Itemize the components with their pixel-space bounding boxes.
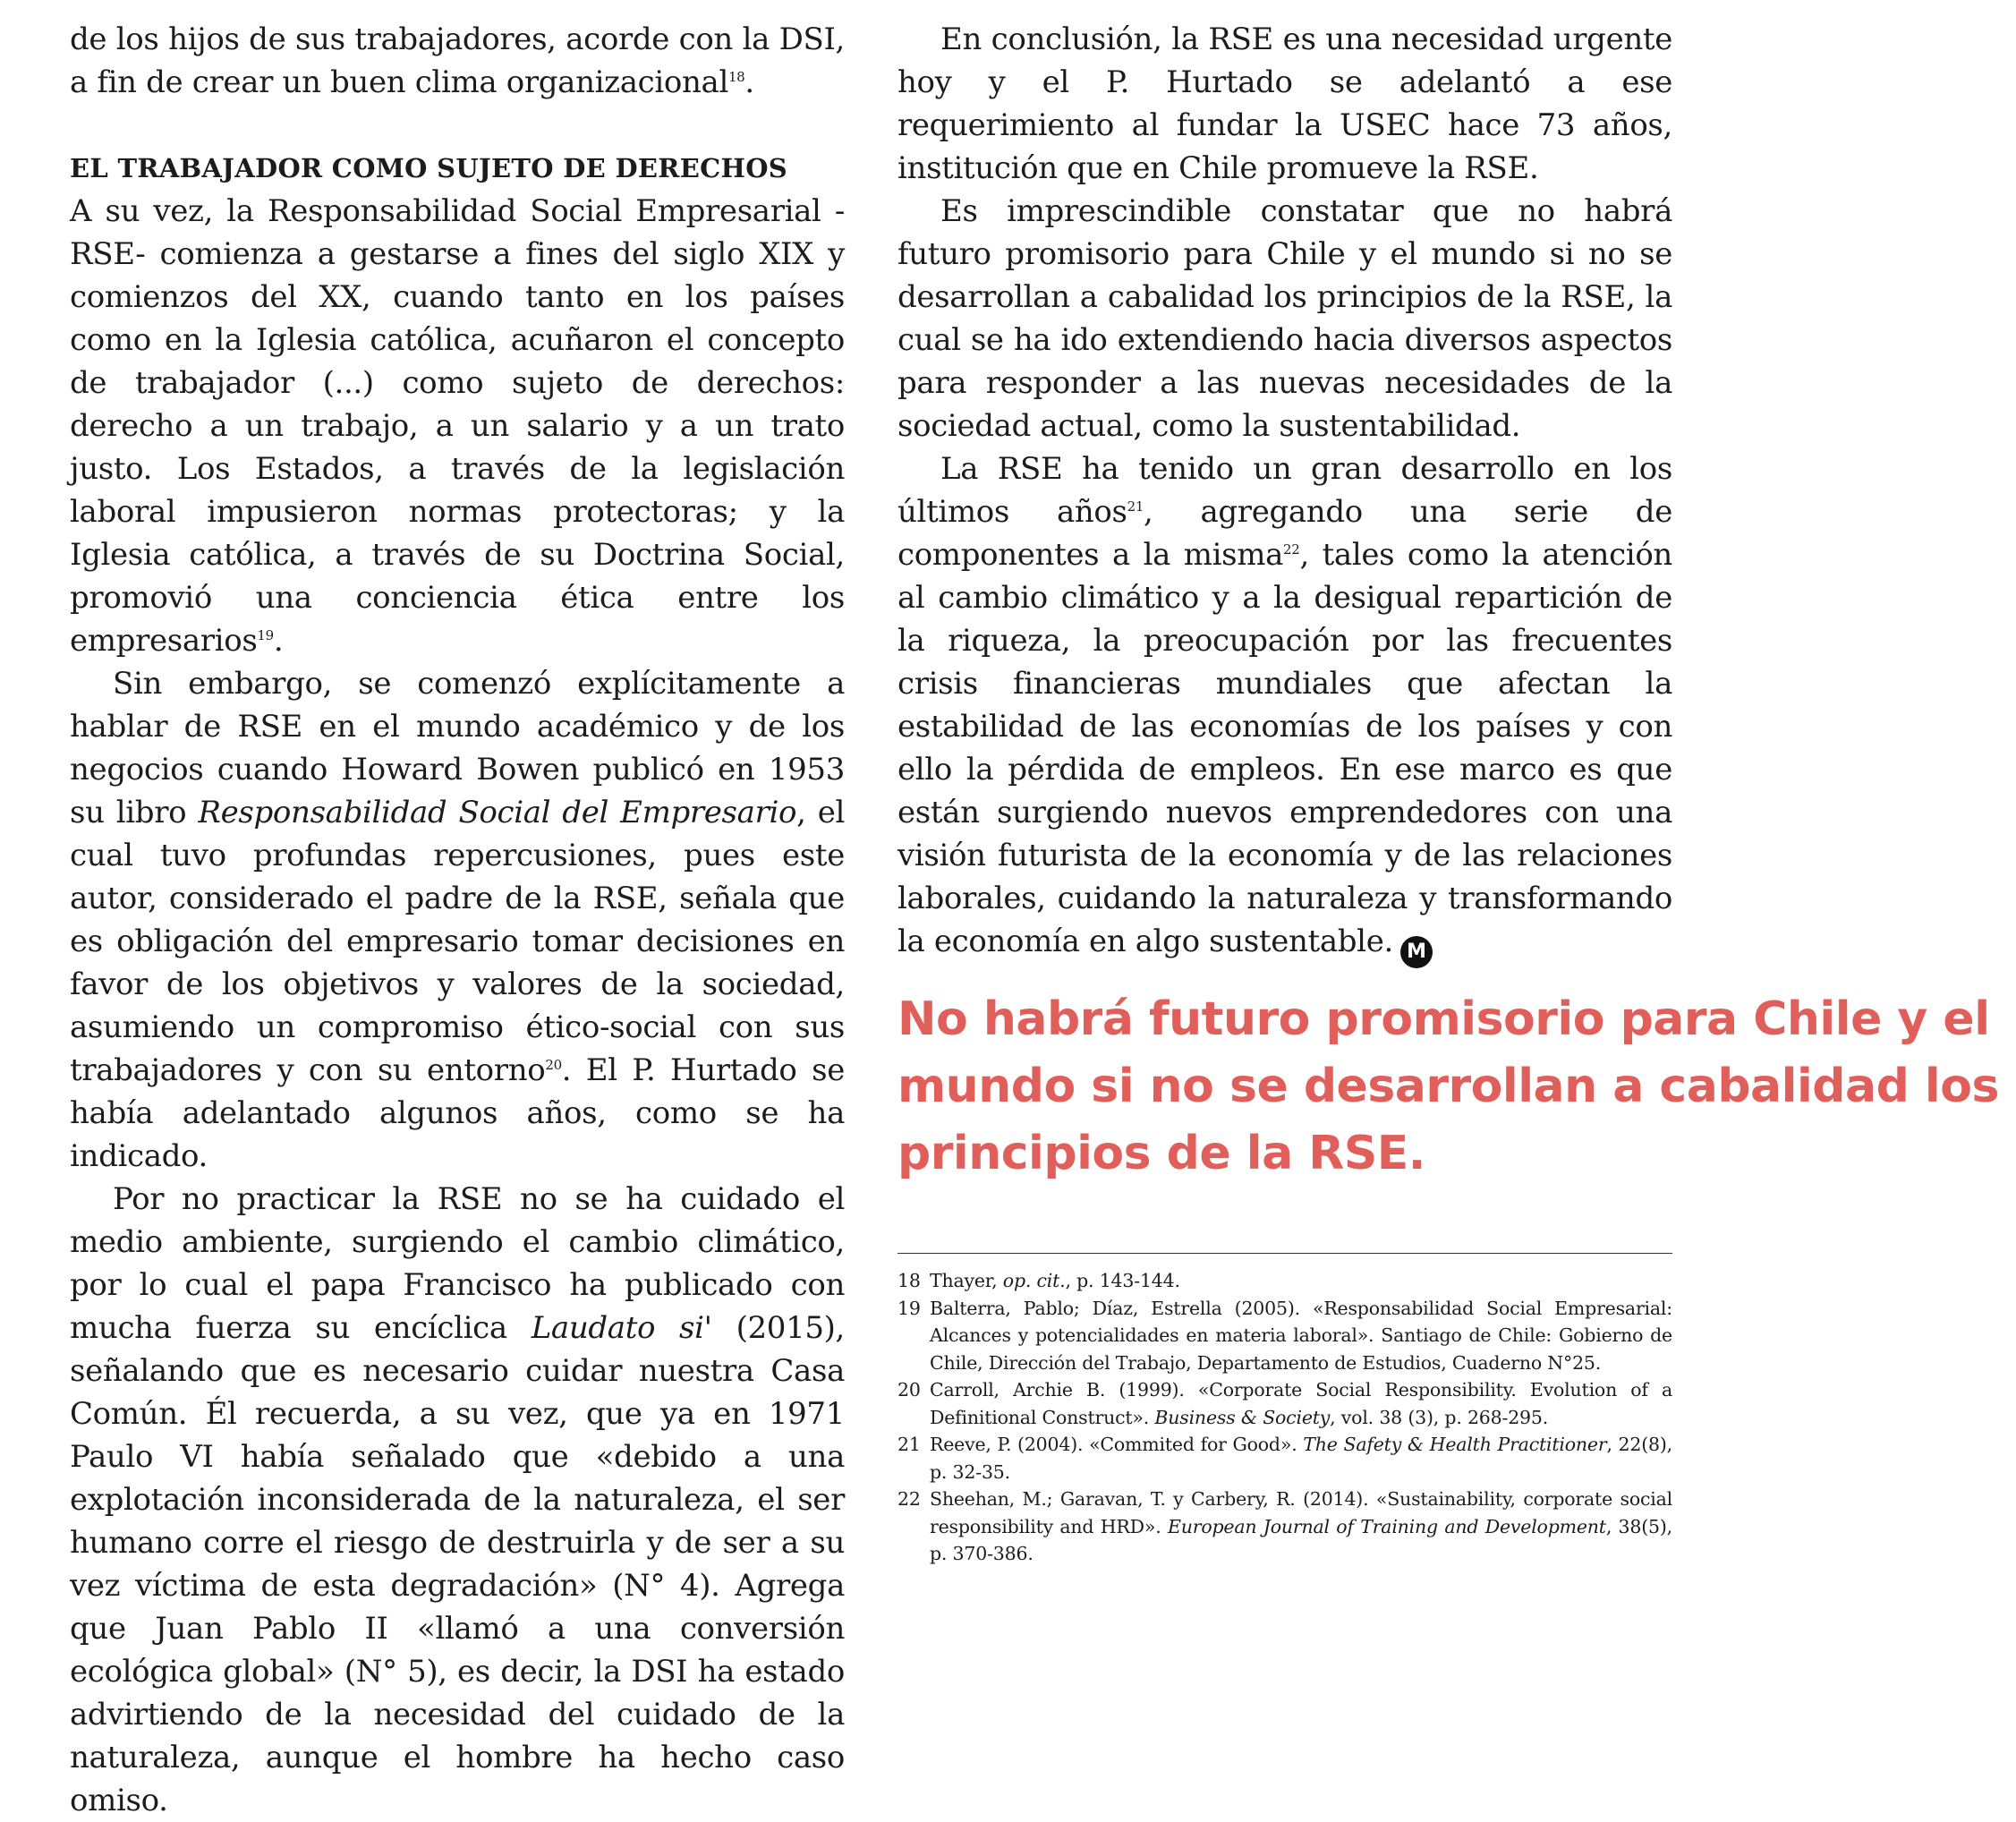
footnote-item [897, 1267, 1672, 1295]
footnote-item [897, 1376, 1672, 1431]
footnote-italic: op. cit. [1002, 1270, 1066, 1291]
right-column [897, 18, 1672, 968]
footnote-item [897, 1295, 1672, 1377]
footnote-text: Reeve, P. (2004). «Commited for Good». [930, 1434, 1304, 1455]
footnote-divider [897, 1253, 1672, 1254]
footnote-text: , vol. 38 (3), p. 268-295. [1330, 1406, 1549, 1428]
footnotes [897, 1267, 1672, 1568]
footnote-number: 20 [897, 1379, 921, 1401]
footnote-text: Carroll, Archie B. (1999). «Corporate Social Responsibility. Evolution of a Definitional Construct». [930, 1379, 1672, 1428]
paragraph-text: , tales como la atención al cambio climático y a la desigual repartición de la riqueza, la preocupación por las frecuentes crisis financieras mundiales que afectan la estabilidad de las economías de los países y con ello la pérdida de empleos. En ese marco es que están surgiendo nuevos emprendedores con una visión futurista de la economía y de las relaciones laborales, cuidando la naturaleza y transformando la economía en algo sustentable. [897, 537, 1672, 959]
paragraph-text: (2015), señalando que es necesario cuidar nuestra Casa Común. Él recuerda, a su vez, que ya en 1971 Paulo VI había señalado que «debido a una explotación inconsiderada de la naturaleza, el ser humano corre el riesgo de destruirla y de ser a su vez víctima de esta degradación» (N° 4). Agrega que Juan Pablo II «llamó a una conversión ecológica global» (N° 5), es decir, la DSI ha estado advirtiendo de la necesidad del cuidado de la naturaleza, aunque el hombre ha hecho caso omiso. [70, 1310, 846, 1818]
footnote-text: , 22(8), p. 32-35. [930, 1434, 1672, 1483]
paragraph-text: La RSE ha tenido un gran desarrollo en los últimos años [897, 451, 1672, 530]
paragraph-text: . [273, 623, 284, 659]
paragraph-text: . [744, 64, 754, 100]
footnote-ref: 20 [545, 1057, 562, 1073]
footnote-item [897, 1486, 1672, 1568]
footnote-ref: 18 [727, 69, 745, 85]
paragraph-text: Sin embargo, se comenzó explícitamente a hablar de RSE en el mundo académico y de los negocios cuando Howard Bowen publicó en 1953 su libro [70, 666, 845, 830]
paragraph: En conclusión, la RSE es una necesidad urgente hoy y el P. Hurtado se adelantó a ese requerimiento al fundar la USEC hace 73 años, institución que en Chile promueve la RSE. [897, 21, 1672, 186]
footnote-number: 18 [897, 1270, 921, 1291]
footnote-italic: The Safety & Health Practitioner [1303, 1434, 1607, 1455]
footnote-ref: 19 [257, 627, 274, 643]
paragraph [70, 18, 845, 104]
footnote-number: 21 [897, 1434, 921, 1455]
book-title: Responsabilidad Social del Empresario [198, 795, 797, 830]
paragraph-text: . El P. Hurtado se había adelantado algunos años, como se ha indicado. [70, 1052, 845, 1174]
paragraph [897, 447, 1672, 968]
footnote-text: Balterra, Pablo; Díaz, Estrella (2005). «Responsabilidad Social Empresarial: Alcances y potencialidades en materia laboral». Santiago de Chile: Gobierno de Chile, Dirección del Trabajo, Departamento de Estudios, Cuaderno N°25. [930, 1297, 1672, 1374]
paragraph-text: , agregando una serie de componentes a la misma [897, 494, 1672, 573]
footnote-number: 19 [897, 1297, 921, 1319]
footnote-ref: 21 [1127, 498, 1144, 515]
section-heading: EL TRABAJADOR COMO SUJETO DE DERECHOS [70, 153, 788, 183]
paragraph [70, 190, 845, 662]
paragraph [70, 662, 845, 1178]
left-column [70, 18, 845, 1822]
footnote-ref: 22 [1283, 541, 1300, 558]
encyclical-title: Laudato si' [531, 1310, 712, 1346]
footnote-text: Sheehan, M.; Garavan, T. y Carbery, R. (2014). «Sustainability, corporate social responsibility and HRD». [930, 1488, 1672, 1537]
paragraph-text: A su vez, la Responsabilidad Social Empresarial -RSE- comienza a gestarse a fines del siglo XIX y comienzos del XX, cuando tanto en los países como en la Iglesia católica, acuñaron el concepto de trabajador (...) como sujeto de derechos: derecho a un trabajo, a un salario y a un trato justo. Los Estados, a través de la legislación laboral impusieron normas protectoras; y la Iglesia católica, a través de su Doctrina Social, promovió una conciencia ética entre los empresarios [70, 193, 845, 659]
paragraph: Es imprescindible constatar que no habrá futuro promisorio para Chile y el mundo si no se desarrollan a cabalidad los principios de la RSE, la cual se ha ido extendiendo hacia diversos aspectos para responder a las nuevas necesidades de la sociedad actual, como la sustentabilidad. [897, 193, 1672, 444]
paragraph-text: Por no practicar la RSE no se ha cuidado el medio ambiente, surgiendo el cambio climático, por lo cual el papa Francisco ha publicado con mucha fuerza su encíclica [70, 1181, 845, 1346]
footnote-text: Thayer, [930, 1270, 1003, 1291]
pull-quote: No habrá futuro promisorio para Chile y el mundo si no se desarrollan a cabalidad los principios de la RSE. [897, 992, 1999, 1180]
end-mark-icon: M [1400, 936, 1433, 968]
footnote-italic: European Journal of Training and Development [1167, 1515, 1606, 1537]
footnote-italic: Business & Society [1154, 1406, 1331, 1428]
footnote-text: , 38(5), p. 370-386. [930, 1515, 1672, 1564]
paragraph-text: de los hijos de sus trabajadores, acorde con la DSI, a fin de crear un buen clima organizacional [70, 21, 845, 100]
footnote-text: , p. 143-144. [1065, 1270, 1180, 1291]
footnote-number: 22 [897, 1488, 921, 1510]
footnote-item [897, 1431, 1672, 1486]
paragraph [70, 1178, 845, 1822]
paragraph-text: , el cual tuvo profundas repercusiones, pues este autor, considerado el padre de la RSE, señala que es obligación del empresario tomar decisiones en favor de los objetivos y valores de la sociedad, asumiendo un compromiso ético-social con sus trabajadores y con su entorno [70, 795, 846, 1088]
